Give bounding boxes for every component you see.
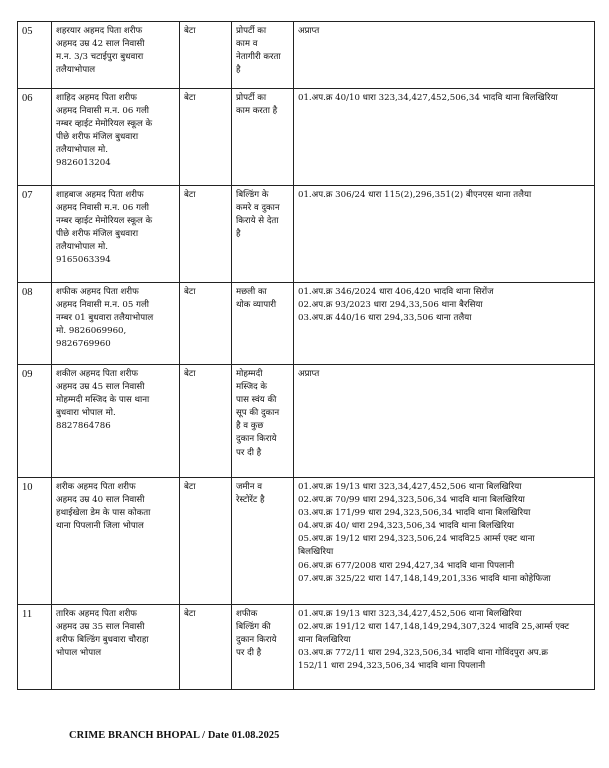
person-detail-line: बुधवारा भोपाल मो.	[56, 408, 116, 419]
case-line: 02.अप.क्र 70/99 धारा 294,323,506,34 भादवि थाना बिलखिरिया	[298, 495, 525, 506]
case-line: 03.अप.क्र 772/11 धारा 294,323,506,34 भादवि थाना गोविंदपुरा अप.क्र	[298, 648, 548, 659]
occupation-line: बिल्डिंग की	[236, 622, 271, 633]
occupation-cell	[232, 478, 294, 605]
table-row	[18, 605, 595, 690]
criminal-cases-cell	[294, 186, 595, 283]
table-row	[18, 478, 595, 605]
person-detail-line: मो. 9826069960,	[56, 326, 127, 337]
case-line: 01.अप.क्र 19/13 धारा 323,34,427,452,506 थाना बिलखिरिया	[298, 482, 522, 492]
occupation-cell	[232, 22, 294, 89]
criminal-cases-cell	[294, 478, 595, 605]
person-detail-line: पीछे शरीफ मंजिल बुधवारा	[56, 132, 139, 143]
person-details-cell	[52, 22, 180, 89]
person-detail-line: शकील अहमद पिता शरीफ	[56, 369, 138, 379]
criminal-cases-cell	[294, 605, 595, 690]
person-detail-line: मोहम्मदी मस्जिद के पास थाना	[56, 395, 150, 406]
person-detail-line: 9165063394	[56, 255, 111, 266]
relation-cell: बेटा	[180, 478, 232, 605]
person-detail-line: शाहबाज अहमद पिता शरीफ	[56, 190, 144, 200]
relation-cell: बेटा	[180, 365, 232, 478]
person-detail-line: तलैयाभोपाल मो.	[56, 242, 108, 253]
case-line: 07.अप.क्र 325/22 धारा 147,148,149,201,336 भादवि थाना कोहेफिजा	[298, 573, 551, 584]
person-details-cell	[52, 365, 180, 478]
case-line: थाना बिलखिरिया	[298, 635, 351, 646]
criminal-cases-cell	[294, 89, 595, 186]
case-line: 01.अप.क्र 40/10 धारा 323,34,427,452,506,34 भादवि थाना बिलखिरिया	[298, 93, 558, 103]
person-detail-line: 9826769960	[56, 339, 111, 350]
occupation-cell	[232, 89, 294, 186]
person-detail-line: नम्बर व्हाईट मेमोरियल स्कूल के	[56, 216, 153, 227]
person-detail-line: तलैयाभोपाल	[56, 65, 96, 76]
table-row	[18, 22, 595, 89]
person-detail-line: थाना पिपलानी जिला भोपाल	[56, 521, 144, 532]
person-detail-line: अहमद निवासी म.न. 05 गली	[56, 300, 149, 311]
case-line: 03.अप.क्र 440/16 धारा 294,33,506 थाना तलैया	[298, 313, 472, 324]
person-details-cell	[52, 478, 180, 605]
case-line: 02.अप.क्र 191/12 धारा 147,148,149,294,307,324 भादवि 25,आर्म्स एक्ट	[298, 622, 570, 633]
occupation-line: काम व	[236, 39, 258, 50]
person-detail-line: हथाईखेला डेम के पास कोकता	[56, 508, 151, 519]
occupation-line: है	[236, 65, 241, 76]
case-line: बिलखिरिया	[298, 547, 334, 558]
serial-number-cell: 11	[18, 605, 52, 690]
person-detail-line: नम्बर 01 बुधवारा तलैयाभोपाल	[56, 313, 154, 324]
relation-cell: बेटा	[180, 283, 232, 365]
person-details-cell	[52, 605, 180, 690]
case-line: 01.अप.क्र 346/2024 धारा 406,420 भादवि थाना सिरोंज	[298, 287, 494, 297]
occupation-cell	[232, 365, 294, 478]
occupation-cell	[232, 605, 294, 690]
occupation-line: किराये से देता	[236, 216, 279, 227]
person-detail-line: तलैयाभोपाल मो.	[56, 145, 108, 156]
occupation-line: रेस्टोरेंट है	[236, 495, 265, 506]
footer-credit: CRIME BRANCH BHOPAL / Date 01.08.2025	[69, 730, 280, 741]
person-detail-line: शाहिद अहमद पिता शरीफ	[56, 93, 137, 103]
table-row	[18, 283, 595, 365]
occupation-line: मस्जिद के	[236, 382, 267, 393]
occupation-line: थोक व्यापारी	[236, 300, 277, 311]
criminal-cases-cell	[294, 365, 595, 478]
relation-cell: बेटा	[180, 22, 232, 89]
person-detail-line: 9826013204	[56, 158, 111, 169]
person-detail-line: शरीक अहमद पिता शरीफ	[56, 482, 136, 492]
table-row	[18, 89, 595, 186]
case-line: 01.अप.क्र 19/13 धारा 323,34,427,452,506 थाना बिलखिरिया	[298, 609, 522, 619]
person-detail-line: नम्बर व्हाईट मेमोरियल स्कूल के	[56, 119, 153, 130]
serial-number-cell: 08	[18, 283, 52, 365]
occupation-line: पर दी है	[236, 447, 262, 458]
occupation-line: प्रोपर्टी का	[236, 93, 267, 103]
occupation-line: काम करता है	[236, 106, 278, 117]
person-detail-line: अहमद निवासी म.न. 06 गली	[56, 203, 149, 214]
person-details-cell	[52, 186, 180, 283]
case-line: अप्राप्त	[298, 369, 320, 379]
person-detail-line: अहमद उम्र 42 साल निवासी	[56, 39, 145, 50]
case-line: 03.अप.क्र 171/99 धारा 294,323,506,34 भादवि थाना बिलखिरिया	[298, 508, 531, 519]
serial-number-cell: 05	[18, 22, 52, 89]
occupation-cell	[232, 186, 294, 283]
occupation-line: प्रोपर्टी का	[236, 26, 267, 36]
occupation-line: पर दी है	[236, 648, 262, 659]
occupation-line: है	[236, 229, 241, 240]
occupation-line: शफीक	[236, 609, 258, 619]
occupation-line: नेतागीरी करता	[236, 52, 281, 63]
case-line: 06.अप.क्र 677/2008 धारा 294,427,34 भादवि थाना पिपलानी	[298, 560, 515, 571]
person-details-cell	[52, 283, 180, 365]
relation-cell: बेटा	[180, 186, 232, 283]
person-detail-line: अहमद उम्र 35 साल निवासी	[56, 622, 145, 633]
occupation-line: मोहम्मदी	[236, 369, 263, 379]
case-line: 05.अप.क्र 19/12 धारा 294,323,506,24 भादवि25 आर्म्स एक्ट थाना	[298, 534, 535, 545]
case-line: 02.अप.क्र 93/2023 धारा 294,33,506 थाना बैरसिया	[298, 300, 483, 311]
occupation-cell	[232, 283, 294, 365]
person-detail-line: शफीक अहमद पिता शरीफ	[56, 287, 139, 297]
occupation-line: कमरे व दुकान	[236, 203, 280, 214]
records-table	[17, 21, 595, 690]
criminal-cases-cell	[294, 283, 595, 365]
occupation-line: मछली का	[236, 287, 267, 297]
table-row	[18, 365, 595, 478]
person-detail-line: भोपाल भोपाल	[56, 648, 102, 659]
person-details-cell	[52, 89, 180, 186]
person-detail-line: 8827864786	[56, 421, 111, 432]
occupation-line: है व कुछ	[236, 421, 264, 432]
serial-number-cell: 06	[18, 89, 52, 186]
person-detail-line: अहमद उम्र 40 साल निवासी	[56, 495, 145, 506]
case-line: 01.अप.क्र 306/24 धारा 115(2),296,351(2) बीएनएस थाना तलैया	[298, 190, 532, 200]
person-detail-line: अहमद उम्र 45 साल निवासी	[56, 382, 145, 393]
relation-cell: बेटा	[180, 89, 232, 186]
occupation-line: दुकान किराये	[236, 434, 277, 445]
occupation-line: बिल्डिंग के	[236, 190, 269, 200]
person-detail-line: पीछे शरीफ मंजिल बुधवारा	[56, 229, 139, 240]
person-detail-line: अहमद निवासी म.न. 06 गली	[56, 106, 149, 117]
person-detail-line: म.न. 3/3 चटाईपुरा बुधवारा	[56, 52, 144, 63]
serial-number-cell: 10	[18, 478, 52, 605]
occupation-line: दुकान किराये	[236, 635, 277, 646]
criminal-cases-cell	[294, 22, 595, 89]
person-detail-line: शहरयार अहमद पिता शरीफ	[56, 26, 143, 36]
occupation-line: जमीन व	[236, 482, 263, 492]
occupation-line: सूप की दुकान	[236, 408, 280, 419]
person-detail-line: तारिक अहमद पिता शरीफ	[56, 609, 137, 619]
relation-cell: बेटा	[180, 605, 232, 690]
table-row	[18, 186, 595, 283]
records-table-body	[18, 22, 595, 690]
serial-number-cell: 09	[18, 365, 52, 478]
person-detail-line: शरीफ बिल्डिंग बुधवारा चौराहा	[56, 635, 149, 646]
occupation-line: पास स्वंय की	[236, 395, 277, 406]
case-line: 04.अप.क्र 40/ धारा 294,323,506,34 भादवि थाना बिलखिरिया	[298, 521, 514, 532]
case-line: 152/11 धारा 294,323,506,34 भादवि थाना पिपलानी	[298, 661, 486, 672]
serial-number-cell: 07	[18, 186, 52, 283]
case-line: अप्राप्त	[298, 26, 320, 36]
